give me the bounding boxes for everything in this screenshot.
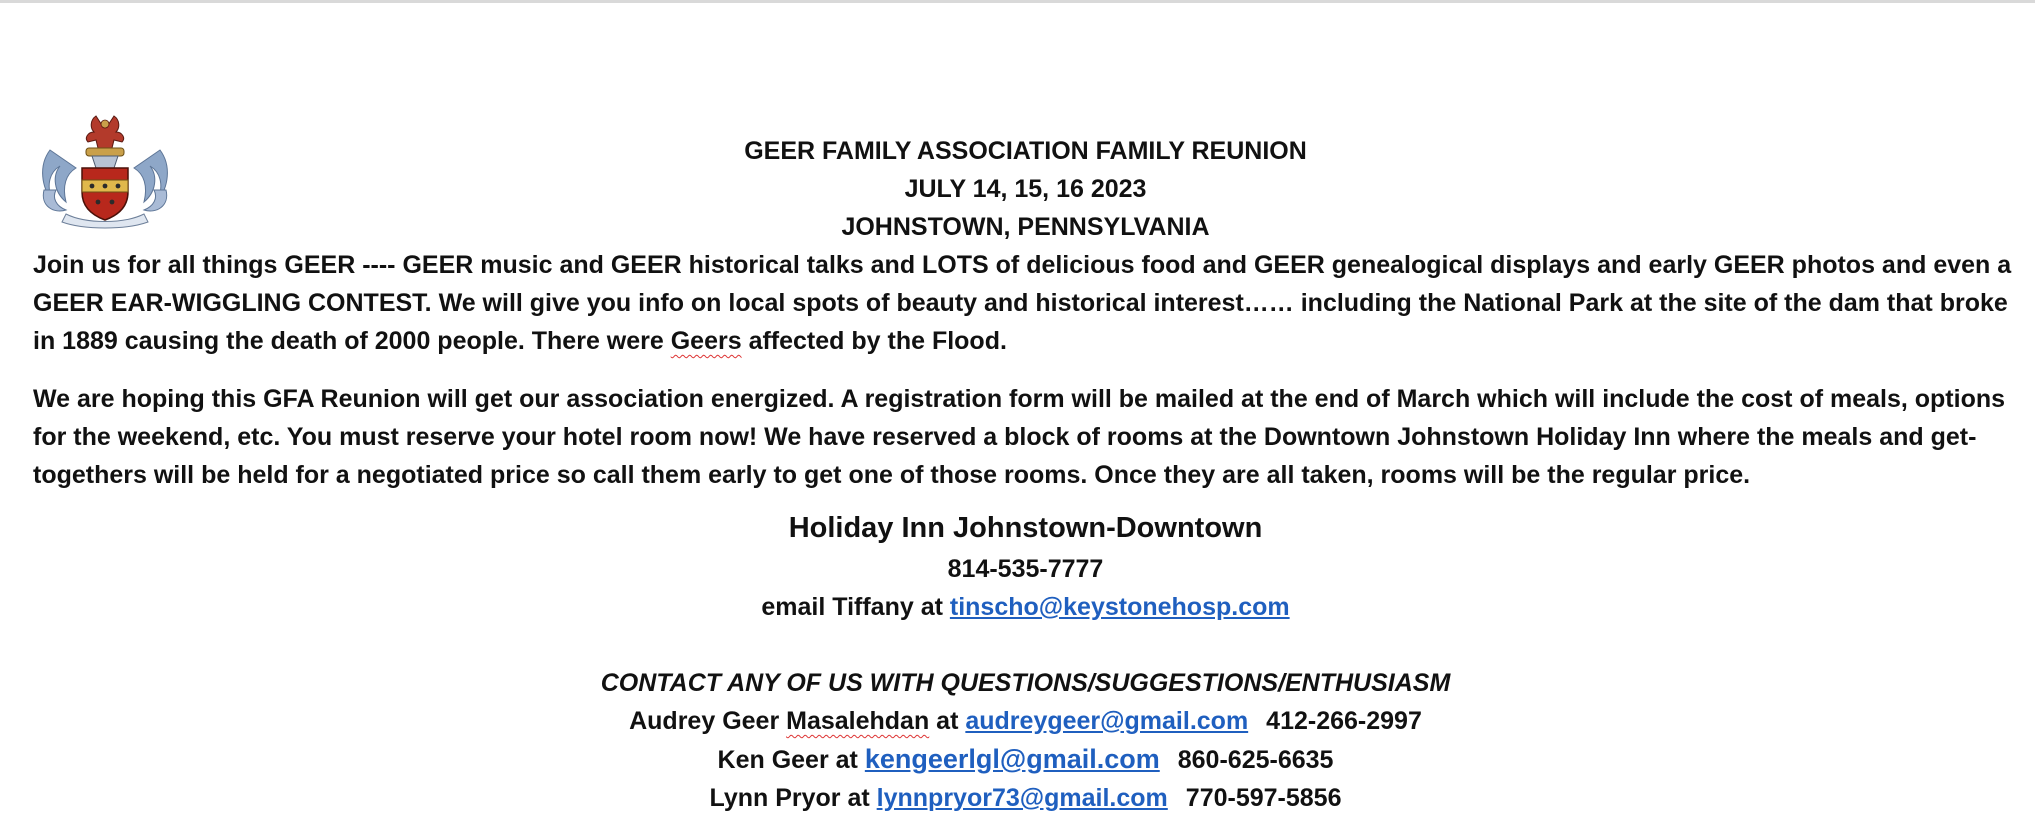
- title-line-3: JOHNSTOWN, PENNSYLVANIA: [841, 213, 1210, 241]
- hotel-email-prefix: email Tiffany at: [761, 593, 950, 621]
- contact-email-link[interactable]: audreygeer@gmail.com: [965, 707, 1249, 735]
- intro-paragraph: [33, 246, 2018, 360]
- contact-name: Lynn Pryor: [709, 784, 841, 812]
- contact-at: at: [929, 707, 966, 735]
- title-line-2: JULY 14, 15, 16 2023: [904, 175, 1147, 203]
- contact-row: [33, 779, 2018, 817]
- hotel-phone: 814-535-7777: [947, 555, 1104, 583]
- contact-row: [33, 702, 2018, 740]
- contact-name: Audrey Geer: [629, 707, 787, 735]
- hotel-name: Holiday Inn Johnstown-Downtown: [788, 512, 1263, 544]
- hotel-email-link[interactable]: tinscho@keystonehosp.com: [949, 593, 1290, 621]
- contact-email-link[interactable]: lynnpryor73@gmail.com: [876, 784, 1168, 812]
- contact-heading: CONTACT ANY OF US WITH QUESTIONS/SUGGESTIONS/ENTHUSIASM: [600, 669, 1451, 697]
- registration-paragraph: We are hoping this GFA Reunion will get our association energized. A registration form will be mailed at the end of March which will include the cost of meals, options for the weekend, etc. You must reserve your hotel room now! We have reserved a block of rooms at the Downtown Johnstown Holiday Inn where the meals and get-togethers will be held for a negotiated price so call them early to get one of those rooms. Once they are all taken, rooms will be the regular price.: [33, 385, 2006, 489]
- document-body: [33, 132, 2018, 817]
- contact-phone: 770-597-5856: [1185, 784, 1342, 812]
- contact-name: Ken Geer: [717, 746, 829, 774]
- intro-text-1: Join us for all things GEER ---- GEER music and GEER historical talks and LOTS of delicious food and GEER genealogical displays and early GEER photos and even a GEER EAR-WIGGLING CONTEST. We will give you info on local spots of beauty and historical interest…… including the National Park at the site of the dam that broke in 1889 causing the death of 2000 people. There were: [33, 251, 2012, 355]
- intro-text-2: affected by the Flood.: [741, 327, 1007, 355]
- contact-at: at: [840, 784, 877, 812]
- hotel-email-line: [33, 588, 2018, 626]
- contact-phone: 860-625-6635: [1177, 746, 1334, 774]
- contact-phone: 412-266-2997: [1266, 707, 1422, 735]
- contact-row: [33, 740, 2018, 779]
- window-top-border: [0, 0, 2035, 3]
- contact-name-spellcheck: Masalehdan: [786, 707, 930, 735]
- spellcheck-word: Geers: [670, 327, 742, 355]
- contact-email-link[interactable]: kengeerlgl@gmail.com: [864, 744, 1160, 774]
- contact-at: at: [828, 746, 865, 774]
- title-line-1: GEER FAMILY ASSOCIATION FAMILY REUNION: [744, 137, 1307, 165]
